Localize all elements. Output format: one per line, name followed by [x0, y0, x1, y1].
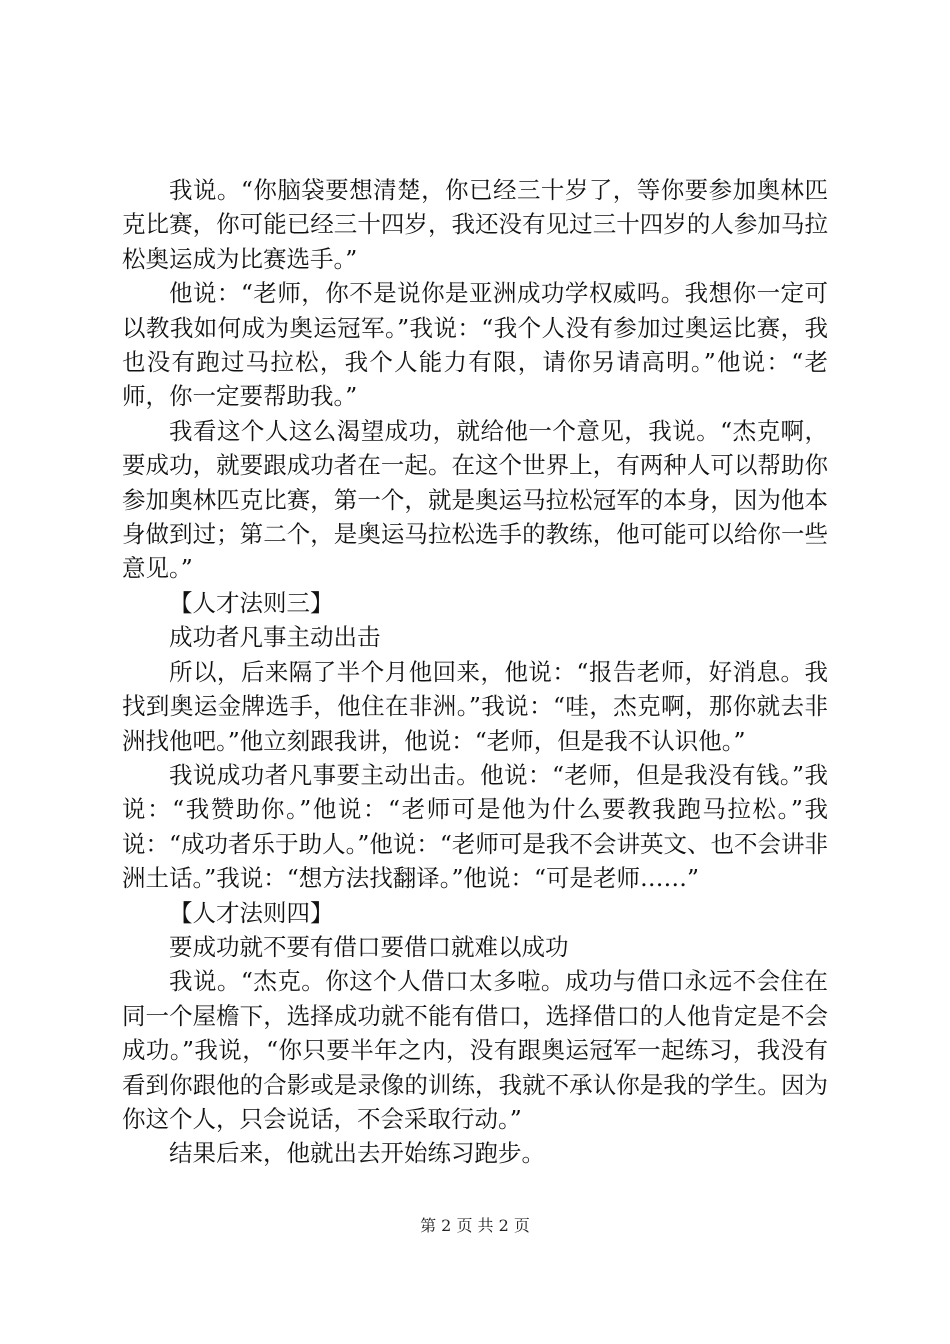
page-number-footer: 第 2 页 共 2 页: [420, 1216, 530, 1235]
paragraph-7: 结果后来，他就出去开始练习跑步。: [169, 1139, 545, 1168]
section-subtitle-rule-4: 要成功就不要有借口要借口就难以成功: [169, 932, 569, 961]
paragraph-3: 我看这个人这么渴望成功，就给他一个意见，我说。“杰克啊，要成功，就要跟成功者在一起。在这个世界上，有两种人可以帮助你参加奥林匹克比赛，第一个，就是奥运马拉松冠军的本身，因为他本身做到过；第二个，是奥运马拉松选手的教练，他可能可以给你一些意见。”: [122, 416, 828, 583]
paragraph-6: 我说。“杰克。你这个人借口太多啦。成功与借口永远不会住在同一个屋檐下，选择成功就不能有借口，选择借口的人他肯定是不会成功。”我说，“你只要半年之内，没有跟奥运冠军一起练习，我没有看到你跟他的合影或是录像的训练，我就不承认你是我的学生。因为你这个人，只会说话，不会采取行动。”: [122, 967, 828, 1133]
document-body: [122, 173, 828, 1171]
section-subtitle-rule-3: 成功者凡事主动出击: [169, 623, 381, 652]
paragraph-5: 我说成功者凡事要主动出击。他说：“老师，但是我没有钱。”我说：“我赞助你。”他说：“老师可是他为什么要教我跑马拉松。”我说：“成功者乐于助人。”他说：“老师可是我不会讲英文、也不会讲非洲土话。”我说：“想方法找翻译。”他说：“可是老师……”: [122, 760, 828, 893]
paragraph-2: 他说：“老师，你不是说你是亚洲成功学权威吗。我想你一定可以教我如何成为奥运冠军。”我说：“我个人没有参加过奥运比赛，我也没有跑过马拉松，我个人能力有限，请你另请高明。”他说：“老师，你一定要帮助我。”: [122, 279, 828, 411]
paragraph-1: 我说。“你脑袋要想清楚，你已经三十岁了，等你要参加奥林匹克比赛，你可能已经三十四岁，我还没有见过三十四岁的人参加马拉松奥运成为比赛选手。”: [122, 176, 828, 273]
paragraph-4: 所以，后来隔了半个月他回来，他说：“报告老师，好消息。我找到奥运金牌选手，他住在非洲。”我说：“哇，杰克啊，那你就去非洲找他吧。”他立刻跟我讲，他说：“老师，但是我不认识他。”: [122, 657, 828, 755]
section-heading-rule-4: 【人才法则四】: [169, 898, 334, 927]
section-heading-rule-3: 【人才法则三】: [169, 588, 334, 617]
